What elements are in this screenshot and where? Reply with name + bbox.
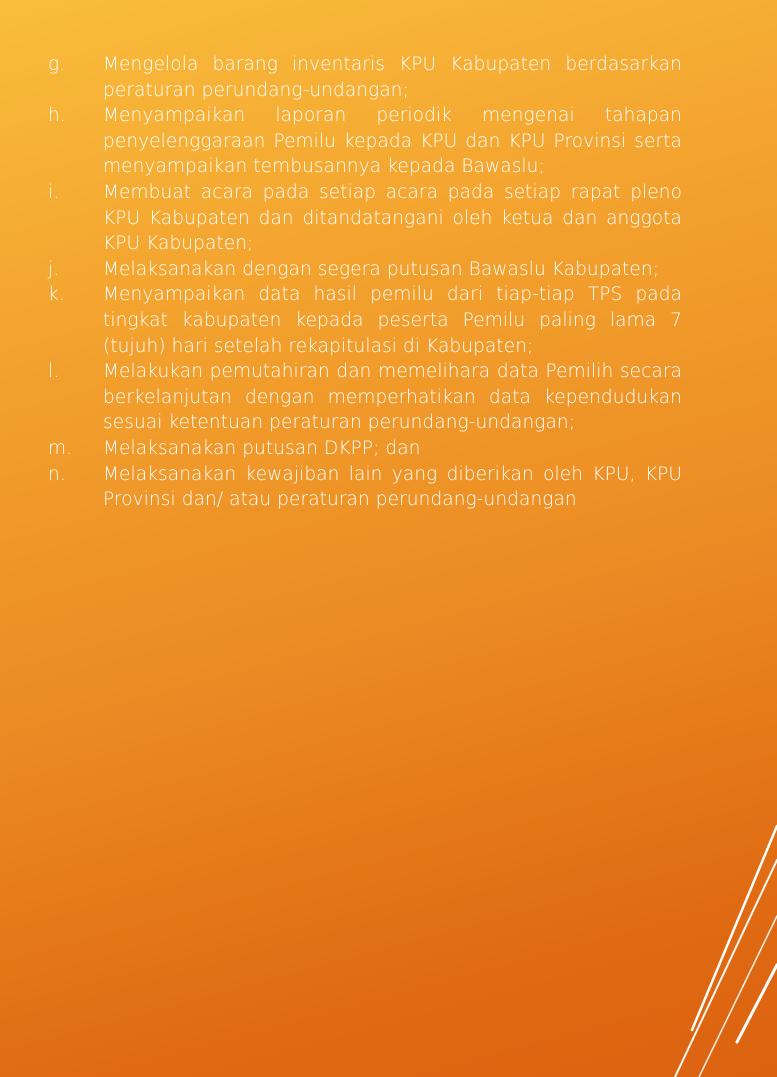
list-item: [48, 52, 682, 103]
duty-list: [48, 52, 682, 513]
list-item-text: Melakukan pemutahiran dan memelihara data Pemilih secara berkelanjutan dengan memperhatikan data kependudukan sesuai ketentuan peraturan perundang-undangan;: [103, 361, 682, 434]
list-marker: l.: [48, 361, 60, 383]
list-item: [48, 103, 682, 180]
list-marker: j.: [48, 258, 60, 280]
list-marker: n.: [48, 463, 67, 485]
diagonal-line: [699, 916, 777, 1077]
list-item: [48, 180, 682, 257]
list-item: [48, 359, 682, 436]
list-item-text: Mengelola barang inventaris KPU Kabupaten berdasarkan peraturan perundang-undangan;: [103, 54, 682, 101]
list-marker: m.: [48, 437, 73, 459]
diagonal-line: [675, 860, 777, 1077]
list-marker: h.: [48, 105, 67, 127]
list-item-text: Melaksanakan kewajiban lain yang diberikan oleh KPU, KPU Provinsi dan/ atau peraturan perundang-undangan: [103, 463, 682, 511]
list-item: [48, 462, 682, 513]
diagonal-line: [692, 826, 777, 1030]
list-item-text: Menyampaikan data hasil pemilu dari tiap-tiap TPS pada tingkat kabupaten kepada peserta Pemilu paling lama 7 (tujuh) hari setelah rekapitulasi di Kabupaten;: [103, 284, 682, 357]
list-item: [48, 257, 682, 283]
list-item: [48, 282, 682, 359]
list-marker: g.: [48, 54, 66, 75]
list-item-text: Menyampaikan laporan periodik mengenai tahapan penyelenggaraan Pemilu kepada KPU dan KPU Provinsi serta menyampaikan tembusannya kepada Bawaslu;: [103, 105, 682, 178]
list-marker: i.: [48, 181, 60, 203]
list-item-text: Melaksanakan dengan segera putusan Bawaslu Kabupaten;: [103, 258, 660, 280]
list-item-text: Membuat acara pada setiap acara pada setiap rapat pleno KPU Kabupaten dan ditandatangani oleh ketua dan anggota KPU Kabupaten;: [103, 181, 682, 255]
list-item: [48, 436, 682, 462]
list-item-text: Melaksanakan putusan DKPP; dan: [103, 437, 421, 459]
diagonal-line: [737, 965, 777, 1042]
list-marker: k.: [48, 284, 65, 306]
